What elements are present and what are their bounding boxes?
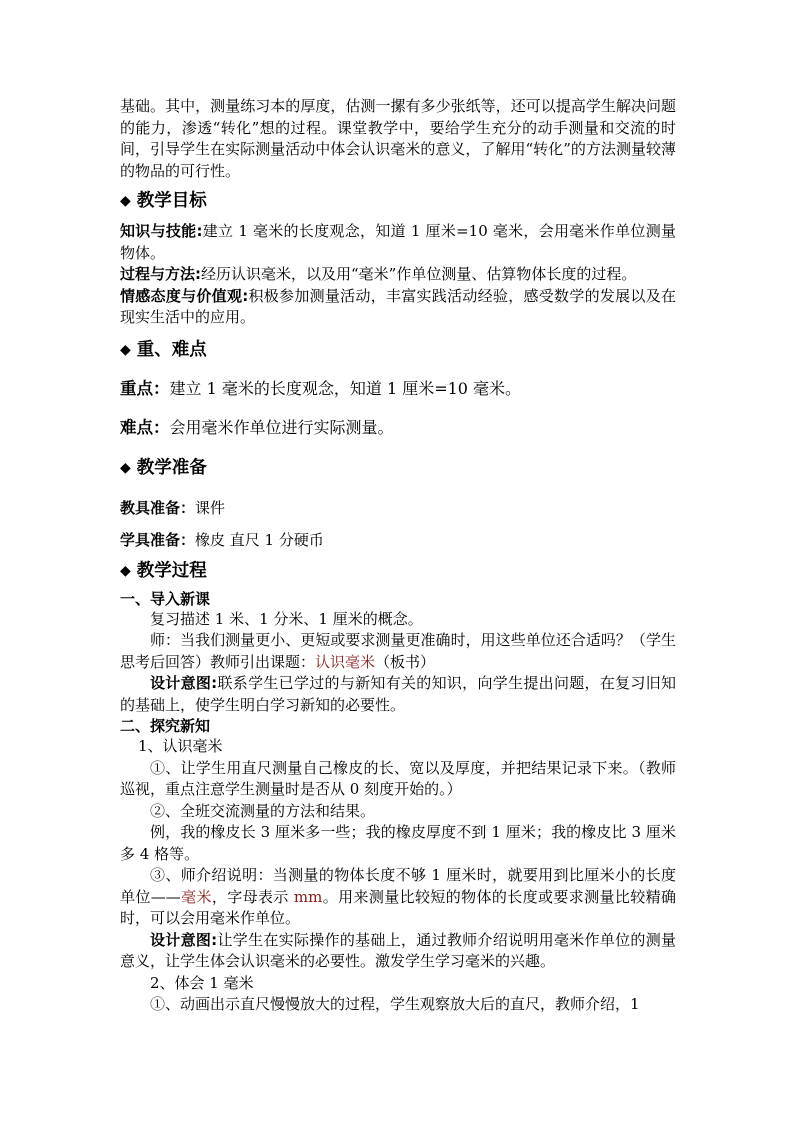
key-point-label: 重点：: [120, 378, 170, 398]
difficult-point-text: 会用毫米作单位进行实际测量。: [169, 418, 394, 437]
step-animation: ①、动画出示直尺慢慢放大的过程，学生观察放大后的直尺，教师介绍，1: [150, 995, 640, 1013]
section-2-title: 二、探究新知: [120, 717, 211, 735]
diamond-bullet-icon: ◆: [120, 193, 131, 209]
difficult-point-label: 难点：: [120, 418, 170, 437]
design-intent-label: 设计意图:: [150, 674, 218, 692]
step-example: 例，我的橡皮长 3 厘米多一些；我的橡皮厚度不到 1 厘米；我的橡皮比 3 厘米多 4 格等。: [120, 823, 676, 863]
step-1: ①、让学生用直尺测量自己橡皮的长、宽以及厚度，并把结果记录下来。（教师巡视，重点注意学生测量时是否从 0 刻度开始的。）: [120, 758, 676, 798]
heading-key-points: [120, 337, 676, 364]
heading-text: 教学过程: [136, 560, 207, 581]
student-prep-text: 橡皮 直尺 1 分硬币: [195, 531, 324, 549]
lesson-title-highlight: 认识毫米: [315, 652, 376, 671]
document-page: [120, 96, 676, 1016]
goal-emotion-text: 积极参加测量活动，丰富实践活动经验，感受数学的发展以及在现实生活中的应用。: [120, 286, 676, 326]
goal-process-text: 经历认识毫米，以及用“毫米”作单位测量、估算物体长度的过程。: [201, 265, 637, 283]
diamond-bullet-icon: ◆: [120, 341, 131, 358]
question-text: 师：当我们测量更小、更短或要求测量更准确时，用这些单位还合适吗？（学生思考后回答）教师引出课题：: [120, 631, 676, 671]
design-intent-label: 设计意图:: [150, 930, 218, 949]
goal-knowledge-label: 知识与技能:: [120, 222, 203, 240]
heading-teaching-goals: [120, 188, 676, 215]
heading-text: 教学目标: [136, 191, 207, 211]
heading-preparation: [120, 455, 676, 482]
goal-process: [120, 264, 676, 286]
student-prep-label: 学具准备：: [120, 531, 196, 549]
section-1-design-intent: [120, 673, 676, 716]
heading-text: 重、难点: [136, 339, 207, 360]
goal-emotion: [120, 286, 676, 329]
design-intent-text: 让学生在实际操作的基础上，通过教师介绍说明用毫米作单位的测量意义，让学生体会认识毫米的必要性。激发学生学习毫米的兴趣。: [120, 930, 677, 970]
key-point-text: 建立 1 毫米的长度观念，知道 1 厘米=10 毫米。: [169, 378, 522, 398]
diamond-bullet-icon: ◆: [120, 459, 131, 476]
diamond-bullet-icon: ◆: [120, 562, 131, 579]
student-prep: [120, 530, 676, 552]
step-3: [120, 865, 676, 930]
step-3-text-c: 。用来测量比较短的物体的长度或要求测量比较精确时，可以会用毫米作单位。: [120, 887, 676, 927]
section-2-design-intent: [120, 930, 676, 973]
intro-paragraph: 基础。其中，测量练习本的厚度，估测一摞有多少张纸等，还可以提高学生解决问题的能力，渗透“转化”想的过程。课堂教学中，要给学生充分的动手测量和交流的时间，引导学生在实际测量活动中体会认识毫米的意义，了解用“转化”的方法测量较薄的物品的可行性。: [120, 97, 676, 180]
step-3-text-a: ③、师介绍说明：当测量的物体长度不够 1 厘米时，就要用到比厘米小的长度单位——: [120, 866, 676, 906]
goal-knowledge: [120, 221, 676, 264]
difficult-point: [120, 417, 676, 439]
heading-process: [120, 558, 676, 585]
millimeter-highlight: 毫米: [180, 887, 212, 906]
teacher-prep-text: 课件: [195, 498, 226, 517]
teacher-prep: [120, 498, 676, 520]
step-3-text-b: ，字母表示: [211, 887, 294, 906]
section-1-question: [120, 630, 676, 673]
teacher-prep-label: 教具准备：: [120, 498, 196, 517]
goal-emotion-label: 情感态度与价值观:: [120, 286, 249, 305]
subsection-1-title: 1、认识毫米: [138, 737, 223, 755]
board-note: （板书）: [375, 652, 436, 671]
key-point: [120, 378, 676, 400]
design-intent-text: 联系学生已学过的与新知有关的知识，向学生提出问题，在复习旧知的基础上，使学生明白学习新知的必要性。: [120, 674, 677, 714]
step-2: ②、全班交流测量的方法和结果。: [150, 801, 376, 820]
mm-highlight: mm: [293, 887, 323, 906]
section-1-review: 复习描述 1 米、1 分米、1 厘米的概念。: [150, 609, 423, 628]
heading-text: 教学准备: [136, 457, 207, 478]
section-1-title: 一、导入新课: [120, 589, 211, 608]
subsection-2-title: 2、体会 1 毫米: [150, 973, 254, 992]
goal-process-label: 过程与方法:: [120, 265, 201, 283]
goal-knowledge-text: 建立 1 毫米的长度观念，知道 1 厘米=10 毫米，会用毫米作单位测量物体。: [120, 222, 676, 262]
